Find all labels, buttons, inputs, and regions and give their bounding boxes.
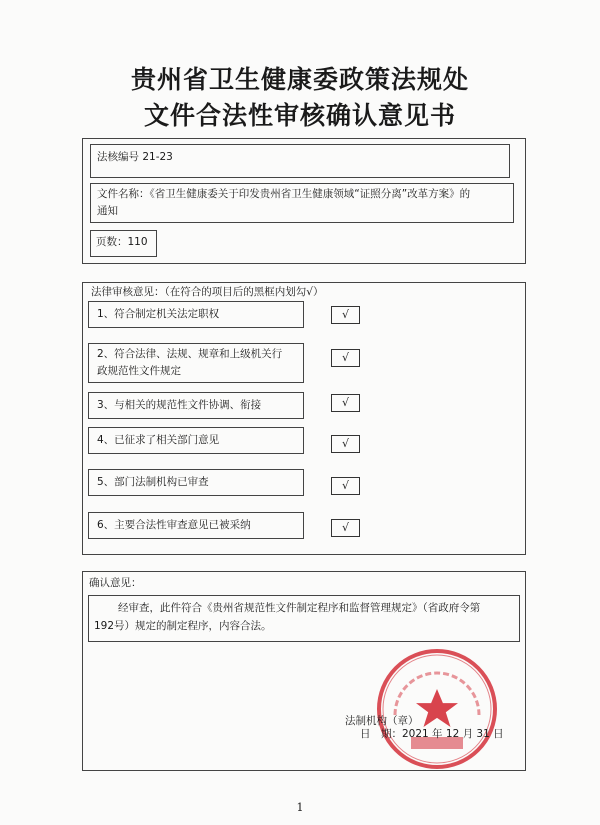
review-item-text: 3、与相关的规范性文件协调、衔接 [97,399,262,411]
review-item-text: 4、已征求了相关部门意见 [97,434,220,446]
issue-date: 日 期：2021 年 12 月 31 日 [360,728,504,740]
document-title-line2: 文件合法性审核确认意见书 [143,101,456,130]
review-item-6-checkbox[interactable]: √ [331,519,360,537]
review-item-text: 5、部门法制机构已审查 [97,476,209,488]
review-item-text: 政规范性文件规定 [97,365,181,377]
page-number: 1 [296,801,304,814]
review-item-4 [88,427,304,454]
review-item-2 [88,343,304,383]
review-item-2-checkbox[interactable]: √ [331,349,360,367]
review-item-5 [88,469,304,496]
review-item-text: 6、主要合法性审查意见已被采纳 [97,519,251,531]
document-name-line1: 文件名称：《省卫生健康委关于印发贵州省卫生健康领域“证照分离”改革方案》的 [97,188,471,200]
review-item-1-checkbox[interactable]: √ [331,306,360,324]
document-name-line2: 通知 [97,205,118,217]
review-number: 法核编号 21-23 [97,151,173,163]
review-item-4-checkbox[interactable]: √ [331,435,360,453]
review-item-text: 1、符合制定机关法定职权 [97,308,220,320]
page-count: 页数：110 [96,236,148,248]
review-item-3-checkbox[interactable]: √ [331,394,360,412]
review-item-1 [88,301,304,328]
legal-review-heading: 法律审核意见：（在符合的项目后的黑框内划勾√） [91,286,324,298]
review-item-6 [88,512,304,539]
confirmation-opinion-line1: 经审查，此件符合《贵州省规范性文件制定程序和监督管理规定》（省政府令第 [118,602,481,614]
confirmation-opinion-line2: 192号）规定的制定程序，内容合法。 [94,620,272,632]
confirmation-heading: 确认意见： [89,577,142,589]
review-item-text: 2、符合法律、法规、规章和上级机关行 [97,348,283,360]
document-title-line1: 贵州省卫生健康委政策法规处 [130,65,469,94]
review-item-3 [88,392,304,419]
review-item-5-checkbox[interactable]: √ [331,477,360,495]
issuing-organization-label: 法制机构（章） [345,715,419,727]
official-seal-stamp [373,645,501,773]
